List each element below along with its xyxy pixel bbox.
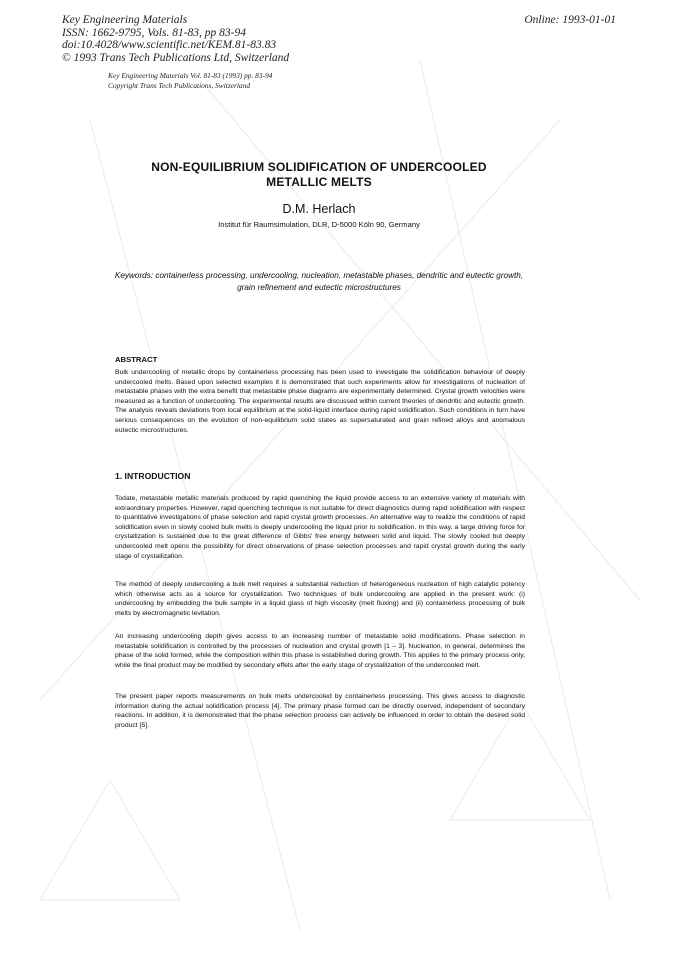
journal-header bbox=[108, 71, 272, 91]
online-date: Online: 1993-01-01 bbox=[524, 14, 616, 26]
author-name: D.M. Herlach bbox=[282, 202, 356, 216]
meta-doi[interactable]: doi:10.4028/www.scientific.net/KEM.81-83.83 bbox=[62, 39, 277, 52]
intro-paragraph-4: The present paper reports measurements on bulk melts undercooled by containerless processing. This gives access to diagnostic information during the actual solidification process [4]. The primary phase formed can be directly oserved, independent of secondary reactions. In addition, it is demonstrated that the phase selection process can actively be influenced in order to obtain the desired solid product [5]. bbox=[115, 693, 525, 729]
citation-meta bbox=[62, 14, 289, 64]
meta-copyright: © 1993 Trans Tech Publications Ltd, Switzerland bbox=[62, 51, 290, 64]
abstract-text: Bulk undercooling of metallic drops by containerless processing has been used to investigate the solidification behaviour of deeply undercooled melts. Based upon selected examples it is demonstrated that such experiments allow for investigations of nucleation of metastable phases with the extra benefit that metastable phase diagrams are experimentally determined. Crystal growth velocities were measured as a function of undercooling. The experimental results are discussed within current theories of dendritic and eutectic growth. The analysis reveals deviations from local equilibrium at the solid-liquid interface during rapid solidification. Such conditions in turn have serious consequences on the evolution of non-equilibrium solid states as supersaturated and grain refined alloys and anomalous eutectic microstructures. bbox=[115, 369, 525, 434]
author-affiliation: Institut für Raumsimulation, DLR, D-5000 Köln 90, Germany bbox=[218, 220, 420, 229]
title-line-2: METALLIC MELTS bbox=[266, 174, 372, 189]
intro-paragraph-3: An increasing undercooling depth gives access to an increasing number of metastable solid modifications. Phase selection in metastable solidification is controlled by the processes of nucleation and crystal growth [1 – 3]. Nucleation, in general, determines the phase of the solid formed, while the composition within this phase is established during growth. This applies to the primary process only, while the final product may be modified by secondary effets after the early stage of crystallization of the undercooled melt. bbox=[115, 633, 525, 669]
keywords: Keywords: containerless processing, undercooling, nucleation, metastable phases, dendritic and eutectic growth, grain refinement and eutectic microstructures bbox=[114, 271, 524, 292]
intro-heading: 1. INTRODUCTION bbox=[115, 471, 191, 481]
meta-issn: ISSN: 1662-9795, Vols. 81-83, pp 83-94 bbox=[62, 26, 246, 39]
paper-title bbox=[100, 160, 538, 189]
meta-journal: Key Engineering Materials bbox=[62, 14, 188, 26]
journal-volume: Key Engineering Materials Vol. 81-83 (1993) pp. 83-94 bbox=[108, 71, 273, 80]
title-line-1: NON-EQUILIBRIUM SOLIDIFICATION OF UNDERCOOLED bbox=[151, 160, 487, 174]
intro-paragraph-2: The method of deeply undercooling a bulk melt requires a substantial reduction of heterogeneous nucleation of high catalytic potency which otherwise acts as a source for crystallization. Two techniques of bulk undercooling are applied in the present work: (i) undercooling by embedding the bulk sample in a liquid glass of high viscosity (melt fluxing) and (ii) containerless processing of bulk melts by electromagnetic levitation. bbox=[115, 581, 525, 617]
abstract-heading: ABSTRACT bbox=[115, 355, 158, 364]
intro-paragraph-1: Todate, metastable metallic materials produced by rapid quenching the liquid provide access to an extensive variety of materials with extraordinary properties. However, rapid quenching technique is not suitable for direct diagnostics during rapid solidification with respect to quantitative investigations of phase selection and rapid crystal growth processes. An alternative way to realize the conditions of rapid solidification even in slowly cooled bulk melts is deeply undercooling the liquid prior to solidification. In this way, a large driving force for crystallization is sustained due to the great difference of Gibbs' free energy between solid and liquid. The slowly cooled but deeply undercooled melt opens the possibility for direct observations of phase selection processes and rapid crystal growth during the early stage of crystallization. bbox=[115, 495, 525, 560]
journal-copyright: Copyright Trans Tech Publications, Switzerland bbox=[108, 81, 251, 90]
